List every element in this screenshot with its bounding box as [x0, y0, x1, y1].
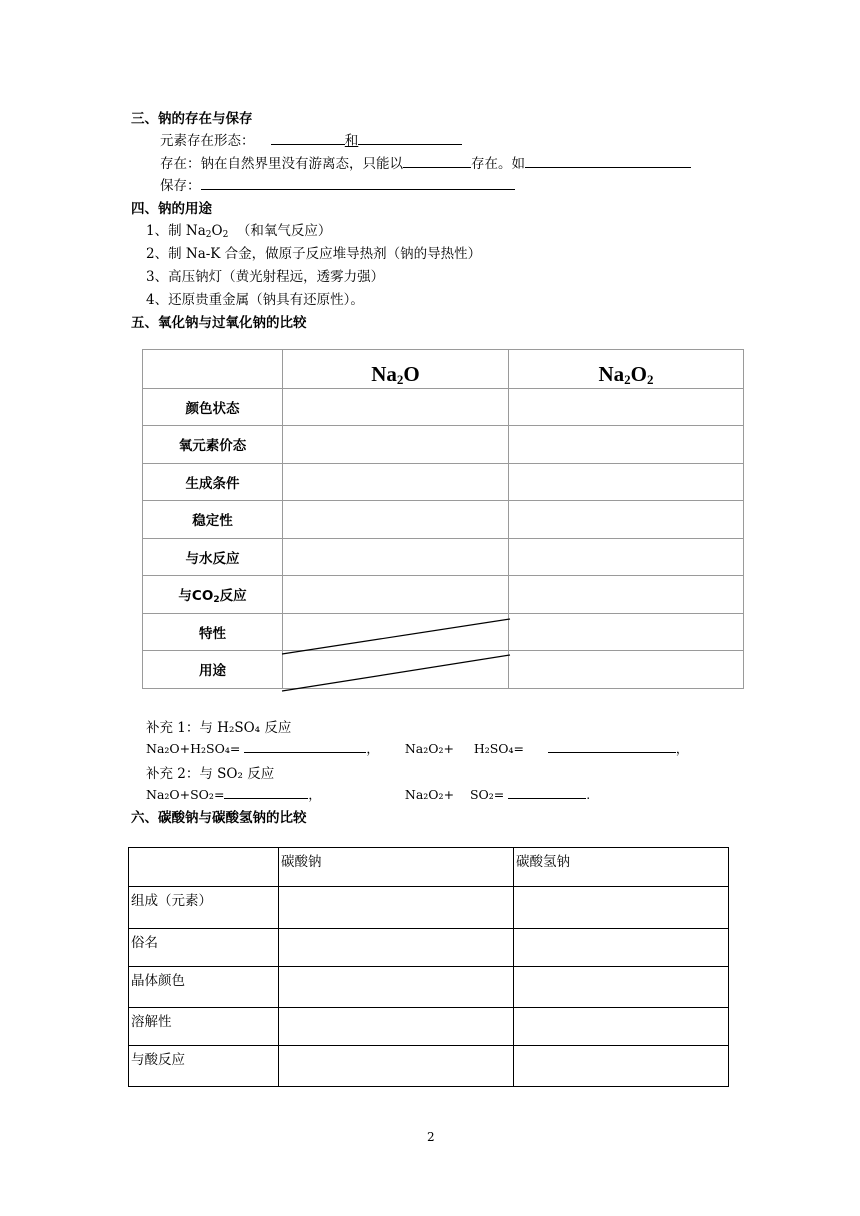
storage-label: 保存：	[160, 178, 201, 194]
table2-row-label: 俗名	[129, 929, 279, 967]
table1-cell[interactable]	[283, 463, 509, 501]
eq-na2o-h2so4: Na₂O+H₂SO₄=	[146, 741, 241, 756]
table1-row-label: 特性	[143, 613, 283, 651]
oxide-comparison-table	[142, 349, 744, 689]
table1-cell[interactable]	[509, 613, 744, 651]
and-label: 和	[344, 133, 359, 149]
table1-row-label: 稳定性	[143, 501, 283, 539]
table2-cell[interactable]	[279, 929, 514, 967]
existence-form-line	[160, 129, 462, 149]
existence-form-blank-2[interactable]	[358, 131, 462, 145]
table1-header-na2o2: $Na_2O_2$	[509, 350, 744, 389]
existence-line	[160, 152, 691, 172]
table2-row-label: 溶解性	[129, 1008, 279, 1046]
table1-cell[interactable]	[509, 651, 744, 689]
eq-na2o2-h2so4-blank[interactable]	[548, 739, 676, 753]
supplement-1-equations: Na₂O+H₂SO₄= ， Na₂O₂+ H₂SO₄= ，	[146, 741, 689, 756]
existence-blank-2[interactable]	[525, 154, 691, 168]
table1-cell[interactable]	[283, 388, 509, 426]
table2-header-sodium-carbonate: 碳酸钠	[279, 848, 514, 887]
table2-cell[interactable]	[514, 1046, 729, 1087]
table2-row-label: 晶体颜色	[129, 967, 279, 1008]
supplement-2-title: 补充 2：与 SO₂ 反应	[146, 766, 275, 782]
supplement-2-equations: Na₂O+SO₂= ， Na₂O₂+ SO₂= .	[146, 787, 591, 802]
table1-cell[interactable]	[283, 426, 509, 464]
storage-line	[160, 174, 515, 194]
existence-text-a: 存在：钠在自然界里没有游离态，只能以	[160, 156, 403, 172]
table2-cell[interactable]	[514, 929, 729, 967]
table2-cell[interactable]	[279, 887, 514, 929]
use-item-1-text-a: 1、制 Na	[146, 223, 206, 239]
table2-cell[interactable]	[279, 967, 514, 1008]
existence-form-blank-1[interactable]	[271, 131, 345, 145]
table2-row-label: 组成（元素）	[129, 887, 279, 929]
eq-na2o2-h2so4-a: Na₂O₂+	[404, 741, 454, 756]
existence-text-b: 存在。如	[471, 156, 525, 172]
table1-header-na2o: $Na_2O$	[283, 350, 509, 389]
eq-na2o2-so2-b: SO₂=	[469, 787, 505, 802]
table1-row-label: 与水反应	[143, 538, 283, 576]
table2-cell[interactable]	[514, 1008, 729, 1046]
use-item-1-text-b: （和氧气反应）	[236, 223, 332, 239]
eq-na2o2-so2-a: Na₂O₂+	[404, 787, 455, 802]
table1-cell[interactable]	[509, 388, 744, 426]
table1-cell[interactable]	[283, 576, 509, 614]
existence-form-label: 元素存在形态：	[160, 133, 255, 149]
table1-row-label: 生成条件	[143, 463, 283, 501]
existence-blank-1[interactable]	[403, 154, 471, 168]
table2-cell[interactable]	[279, 1008, 514, 1046]
table1-cell[interactable]	[509, 538, 744, 576]
table2-header-sodium-bicarbonate: 碳酸氢钠	[514, 848, 729, 887]
section5-title: 五、氧化钠与过氧化钠的比较	[131, 315, 307, 331]
table2-cell[interactable]	[514, 967, 729, 1008]
table1-cell-crossed	[283, 613, 509, 651]
table2-cell[interactable]	[279, 1046, 514, 1087]
table1-row-label: 氧元素价态	[143, 426, 283, 464]
table1-row-label-co2: 与$CO_2$反应	[143, 576, 283, 614]
table1-cell[interactable]	[509, 426, 744, 464]
table2-cell[interactable]	[514, 887, 729, 929]
table1-cell[interactable]	[509, 463, 744, 501]
table1-cell[interactable]	[283, 501, 509, 539]
use-item-4: 4、还原贵重金属（钠具有还原性）。	[146, 292, 364, 308]
eq-na2o2-so2-blank[interactable]	[508, 785, 586, 799]
table1-corner-cell	[143, 350, 283, 389]
table1-cell[interactable]	[283, 538, 509, 576]
eq-na2o-so2: Na₂O+SO₂=	[146, 787, 225, 802]
eq-na2o-so2-blank[interactable]	[224, 785, 308, 799]
table1-cell[interactable]	[509, 576, 744, 614]
use-item-2: 2、制 Na-K 合金，做原子反应堆导热剂（钠的导热性）	[146, 246, 482, 262]
section4-title: 四、钠的用途	[131, 201, 212, 217]
table1-row-label: 颜色状态	[143, 388, 283, 426]
supplement-1-title: 补充 1：与 H₂SO₄ 反应	[146, 720, 292, 736]
use-item-1: 1、制 $Na_2O_2$ （和氧气反应）	[146, 223, 332, 240]
table1-cell-crossed	[283, 651, 509, 689]
carbonate-comparison-table	[128, 847, 729, 1087]
storage-blank[interactable]	[201, 176, 515, 190]
section6-title: 六、碳酸钠与碳酸氢钠的比较	[131, 810, 307, 826]
table2-corner-cell	[129, 848, 279, 887]
eq-na2o2-h2so4-b: H₂SO₄=	[473, 741, 525, 756]
section3-title: 三、钠的存在与保存	[131, 111, 253, 127]
eq-na2o-h2so4-blank[interactable]	[244, 739, 366, 753]
page-number: 2	[427, 1130, 435, 1144]
table1-row-label: 用途	[143, 651, 283, 689]
table2-row-label: 与酸反应	[129, 1046, 279, 1087]
use-item-3: 3、高压钠灯（黄光射程远，透雾力强）	[146, 269, 385, 285]
table1-cell[interactable]	[509, 501, 744, 539]
